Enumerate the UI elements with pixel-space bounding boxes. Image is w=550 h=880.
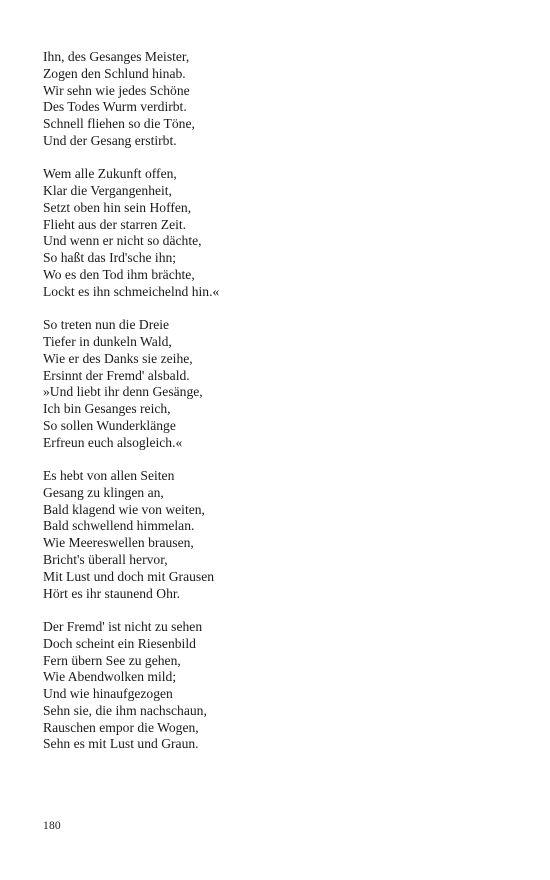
poem-line: Bald schwellend himmelan. [43, 518, 195, 534]
poem-line: Und der Gesang erstirbt. [43, 132, 177, 148]
poem-line: Rauschen empor die Wogen, [43, 719, 199, 735]
poem-line: Gesang zu klingen an, [43, 484, 164, 500]
poem-line: So sollen Wunderklänge [43, 417, 176, 433]
poem-line: Tiefer in dunkeln Wald, [43, 333, 172, 349]
poem-line: Ihn, des Gesanges Meister, [43, 49, 190, 64]
poem-line: Ich bin Gesanges reich, [43, 401, 171, 417]
poem-line: Zogen den Schlund hinab. [43, 65, 186, 81]
poem-line: Wir sehn wie jedes Schöne [43, 82, 190, 98]
poem-line: Sehn es mit Lust und Graun. [43, 736, 199, 752]
poem-line: Klar die Vergangenheit, [43, 183, 172, 199]
poem-line: Ersinnt der Fremd' alsbald. [43, 367, 190, 383]
poem-line: Wie Meereswellen brausen, [43, 535, 194, 551]
poem-line: Wo es den Tod ihm brächte, [43, 267, 195, 283]
poem-line: So treten nun die Dreie [43, 317, 170, 333]
poem-line: Sehn sie, die ihm nachschaun, [43, 702, 207, 718]
poem-line: Und wenn er nicht so dächte, [43, 233, 202, 249]
poem-line: Der Fremd' ist nicht zu sehen [43, 618, 203, 634]
stanza [43, 468, 503, 602]
poem-line: Lockt es ihn schmeichelnd hin.« [43, 283, 220, 299]
poem-line: Fern übern See zu gehen, [43, 652, 181, 668]
poem-line: Hört es ihr staunend Ohr. [43, 585, 181, 601]
poem-text [43, 49, 503, 770]
poem-line: Erfreun euch alsogleich.« [43, 434, 183, 450]
poem-line: Flieht aus der starren Zeit. [43, 216, 187, 232]
poem-line: Bald klagend wie von weiten, [43, 501, 205, 517]
poem-line: Wie er des Danks sie zeihe, [43, 350, 193, 366]
poem-line: Schnell fliehen so die Töne, [43, 116, 195, 132]
poem-line: Wem alle Zukunft offen, [43, 166, 177, 182]
poem-line: Bricht's überall hervor, [43, 552, 168, 568]
poem-line: Doch scheint ein Riesenbild [43, 635, 196, 651]
poem-line: Es hebt von allen Seiten [43, 468, 175, 484]
poem-line: Des Todes Wurm verdirbt. [43, 99, 187, 115]
page-number: 180 [43, 820, 61, 832]
poem-line: Setzt oben hin sein Hoffen, [43, 199, 192, 215]
stanza [43, 317, 503, 451]
poem-line: »Und liebt ihr denn Gesänge, [43, 384, 203, 400]
poem-line: Mit Lust und doch mit Grausen [43, 568, 215, 584]
poem-line: So haßt das Ird'sche ihn; [43, 250, 177, 266]
stanza [43, 49, 503, 150]
poem-line: Wie Abendwolken mild; [43, 669, 177, 685]
poem-line: Und wie hinaufgezogen [43, 686, 173, 702]
stanza [43, 166, 503, 300]
stanza [43, 619, 503, 753]
